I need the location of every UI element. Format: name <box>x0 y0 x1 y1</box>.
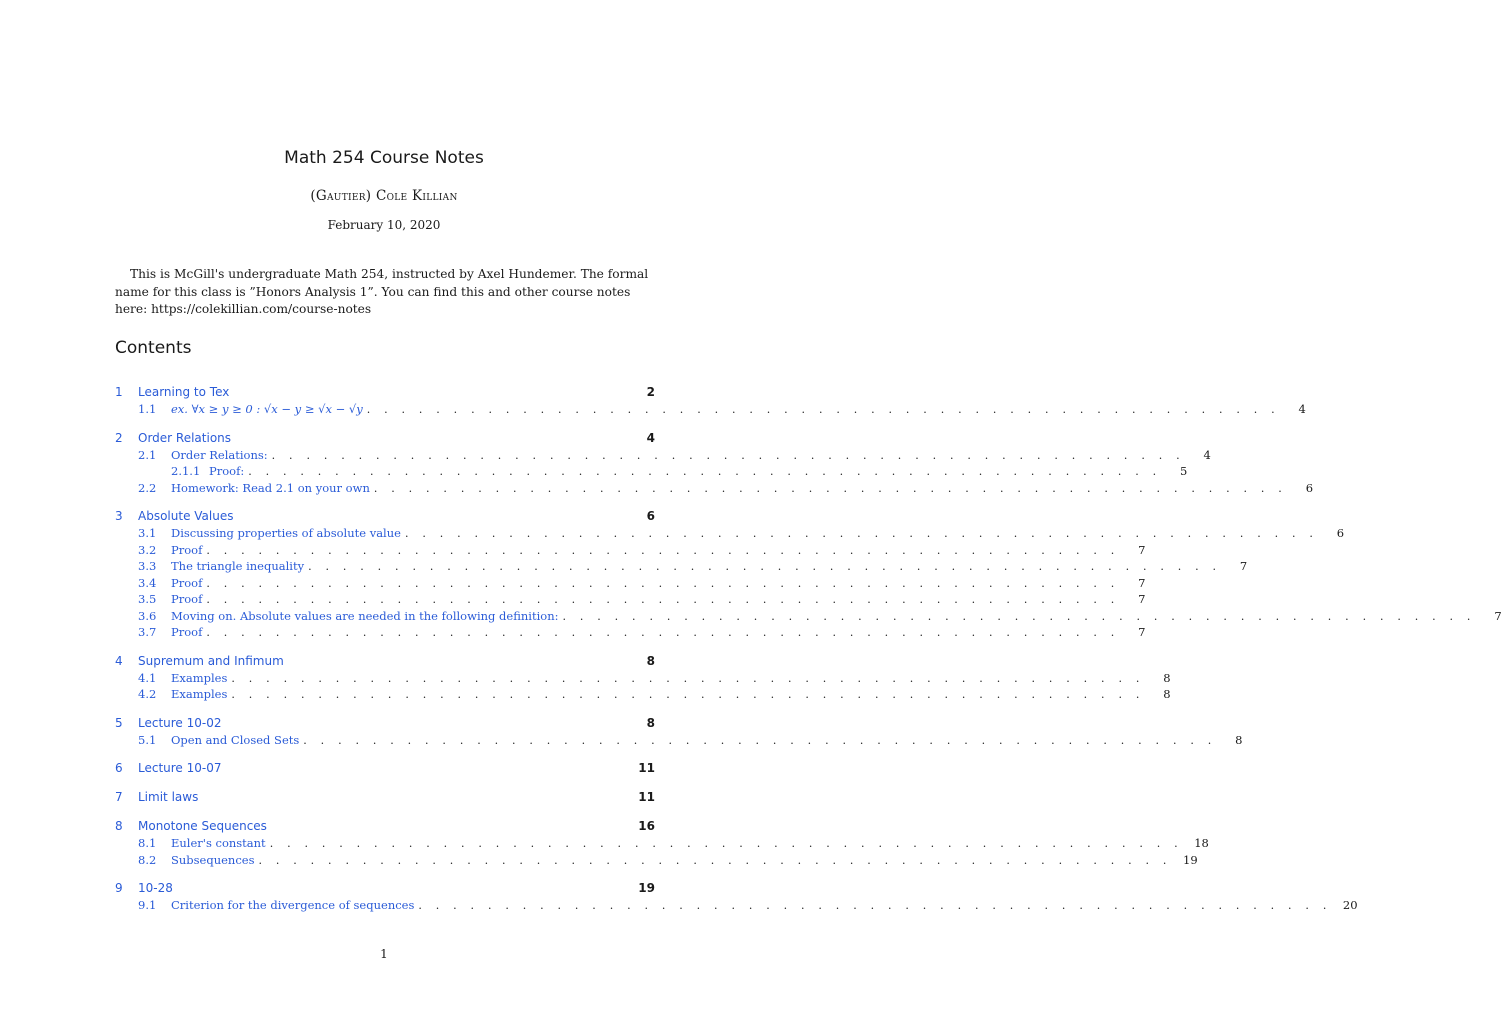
toc-section-number: 7 <box>115 790 123 804</box>
toc-subsection-title: Proof <box>171 542 203 557</box>
dot-leader: . . . . . . . . . . . . . . . . . . . . . . . . . . . . . . . . . . . . . . . . . . . . . . . . . . . . . <box>404 527 1319 540</box>
toc-page-number: 7 <box>1138 592 1146 606</box>
toc-page-number: 19 <box>638 881 655 895</box>
toc-section-8[interactable] <box>115 818 655 835</box>
toc-section-4[interactable] <box>115 653 655 670</box>
dot-leader: . . . . . . . . . . . . . . . . . . . . . . . . . . . . . . . . . . . . . . . . . . . . . . . . . . . . . <box>269 837 1183 850</box>
toc-section-number: 9 <box>115 881 123 895</box>
toc-subsection-number: 3.2 <box>138 542 157 557</box>
toc-section-title: Absolute Values <box>138 509 234 523</box>
toc-subsection-title: Proof <box>171 592 203 606</box>
toc-section-title: Order Relations <box>138 430 232 445</box>
toc-subsection-4-2[interactable] <box>115 686 1171 703</box>
toc-subsection-number: 9.1 <box>138 898 157 912</box>
dot-leader: . . . . . . . . . . . . . . . . . . . . . . . . . . . . . . . . . . . . . . . . . . . . . . . . . . . . . <box>206 593 1120 606</box>
toc-page-number: 11 <box>638 790 655 804</box>
toc-subsection-title: Order Relations: <box>171 447 268 462</box>
toc-page-number: 6 <box>1336 526 1345 540</box>
toc-page-number: 6 <box>1305 480 1314 495</box>
toc-page-number: 6 <box>646 509 655 523</box>
toc-page-number: 8 <box>646 715 655 730</box>
toc-page-number: 7 <box>1494 608 1502 623</box>
toc-subsection-number: 4.2 <box>138 687 157 701</box>
toc-subsection-number: 5.1 <box>138 732 157 747</box>
dot-leader: . . . . . . . . . . . . . . . . . . . . . . . . . . . . . . . . . . . . . . . . . . . . . . . . . . . . . <box>271 448 1185 462</box>
toc-subsection-5-1[interactable] <box>115 732 1243 749</box>
toc-subsection-3-3[interactable] <box>115 558 1248 575</box>
toc-subsection-3-7[interactable] <box>115 624 1146 641</box>
toc-subsection-title: The triangle inequality <box>171 559 305 573</box>
dot-leader: . . . . . . . . . . . . . . . . . . . . . . . . . . . . . . . . . . . . . . . . . . . . . . . . . . . . . <box>418 899 1332 912</box>
toc-page-number: 4 <box>646 430 655 445</box>
toc-subsection-title: ex. ∀x ≥ y ≥ 0 : √x − y ≥ √x − √y <box>171 402 363 416</box>
dot-leader: . . . . . . . . . . . . . . . . . . . . . . . . . . . . . . . . . . . . . . . . . . . . . . . . . . . . . <box>373 481 1288 495</box>
toc-subsubsection-2-1-1[interactable] <box>115 463 1188 480</box>
toc-subsection-title: Subsequences <box>171 852 255 867</box>
toc-subsection-title: Discussing properties of absolute value <box>171 526 401 540</box>
toc-subsection-title: Open and Closed Sets <box>171 732 300 747</box>
toc-subsection-title: Proof <box>171 625 203 639</box>
toc-subsection-2-1[interactable] <box>115 447 1211 464</box>
toc-page-number: 8 <box>1235 732 1243 747</box>
toc-section-title: Lecture 10-02 <box>138 715 222 730</box>
toc-subsection-number: 8.2 <box>138 852 157 867</box>
toc-subsection-number: 3.5 <box>138 592 157 606</box>
toc-section-1[interactable] <box>115 384 655 401</box>
dot-leader: . . . . . . . . . . . . . . . . . . . . . . . . . . . . . . . . . . . . . . . . . . . . . . . . . . . . . <box>258 853 1172 867</box>
toc-section-6[interactable] <box>115 760 655 777</box>
toc-page-number: 18 <box>1194 836 1209 850</box>
toc-section-title: Monotone Sequences <box>138 819 267 833</box>
toc-subsection-3-4[interactable] <box>115 575 1146 592</box>
toc-subsection-title: Moving on. Absolute values are needed in the following definition: <box>171 608 559 623</box>
toc-subsubsection-title: Proof: <box>209 464 245 478</box>
toc-subsection-3-2[interactable] <box>115 542 1146 559</box>
toc-subsection-2-2[interactable] <box>115 480 1314 497</box>
toc-page-number: 8 <box>646 653 655 668</box>
page-number: 1 <box>380 947 388 961</box>
document-date: February 10, 2020 <box>327 218 441 232</box>
toc-section-title: Learning to Tex <box>138 385 230 399</box>
toc-subsection-8-2[interactable] <box>115 852 1198 869</box>
dot-leader: . . . . . . . . . . . . . . . . . . . . . . . . . . . . . . . . . . . . . . . . . . . . . . . . . . . . . <box>248 465 1162 478</box>
toc-page-number: 4 <box>1298 402 1306 416</box>
toc-section-number: 5 <box>115 715 123 730</box>
table-of-contents <box>115 384 1502 914</box>
toc-page-number: 7 <box>1138 625 1146 639</box>
toc-section-7[interactable] <box>115 789 655 806</box>
toc-section-number: 2 <box>115 430 123 445</box>
dot-leader: . . . . . . . . . . . . . . . . . . . . . . . . . . . . . . . . . . . . . . . . . . . . . . . . . . . . . <box>366 403 1280 416</box>
toc-subsubsection-number: 2.1.1 <box>171 464 201 478</box>
toc-page-number: 20 <box>1342 898 1358 912</box>
toc-subsection-number: 3.1 <box>138 526 157 540</box>
toc-section-title: Supremum and Infimum <box>138 653 284 668</box>
toc-subsection-number: 3.7 <box>138 625 157 639</box>
toc-section-5[interactable] <box>115 715 655 732</box>
toc-section-number: 1 <box>115 385 123 399</box>
dot-leader: . . . . . . . . . . . . . . . . . . . . . . . . . . . . . . . . . . . . . . . . . . . . . . . . . . . . . <box>206 626 1120 639</box>
toc-subsection-3-6[interactable] <box>115 608 1502 625</box>
toc-subsection-number: 8.1 <box>138 836 157 850</box>
toc-subsection-4-1[interactable] <box>115 670 1171 687</box>
toc-section-title: Limit laws <box>138 790 199 804</box>
abstract-text: This is McGill's undergraduate Math 254, instructed by Axel Hundemer. The formal name for this class is ”Honors Analysis 1”. You can find this and other course notes here: https://colekillian.com/course-notes <box>115 267 649 316</box>
toc-subsection-title: Examples <box>171 670 228 685</box>
toc-page-number: 11 <box>638 761 655 775</box>
toc-subsection-8-1[interactable] <box>115 835 1209 852</box>
toc-page-number: 8 <box>1163 687 1171 701</box>
toc-subsection-title: Proof <box>171 575 203 590</box>
dot-leader: . . . . . . . . . . . . . . . . . . . . . . . . . . . . . . . . . . . . . . . . . . . . . . . . . . . . . <box>231 688 1145 701</box>
toc-section-number: 3 <box>115 509 123 523</box>
toc-subsection-number: 2.2 <box>138 480 157 495</box>
contents-heading: Contents <box>115 338 192 358</box>
toc-subsection-title: Homework: Read 2.1 on your own <box>171 480 370 495</box>
toc-subsection-title: Euler's constant <box>171 836 266 850</box>
dot-leader: . . . . . . . . . . . . . . . . . . . . . . . . . . . . . . . . . . . . . . . . . . . . . . . . . . . . . <box>206 576 1120 590</box>
toc-subsection-title: Criterion for the divergence of sequences <box>171 898 415 912</box>
toc-subsection-3-5[interactable] <box>115 591 1146 608</box>
toc-page-number: 5 <box>1180 464 1188 478</box>
toc-subsection-3-1[interactable] <box>115 525 1345 542</box>
toc-page-number: 7 <box>1138 542 1146 557</box>
toc-subsection-number: 3.6 <box>138 608 157 623</box>
document-title: Math 254 Course Notes <box>284 148 484 168</box>
dot-leader: . . . . . . . . . . . . . . . . . . . . . . . . . . . . . . . . . . . . . . . . . . . . . . . . . . . . . <box>303 733 1217 747</box>
dot-leader: . . . . . . . . . . . . . . . . . . . . . . . . . . . . . . . . . . . . . . . . . . . . . . . . . . . . . <box>562 609 1476 623</box>
toc-subsection-number: 3.4 <box>138 575 157 590</box>
toc-section-9[interactable] <box>115 880 655 897</box>
toc-section-2[interactable] <box>115 430 655 447</box>
dot-leader: . . . . . . . . . . . . . . . . . . . . . . . . . . . . . . . . . . . . . . . . . . . . . . . . . . . . . <box>231 671 1145 685</box>
document-author: (Gautier) Cole Killian <box>310 188 458 204</box>
toc-section-number: 6 <box>115 761 123 775</box>
toc-subsection-9-1[interactable] <box>115 897 1358 914</box>
toc-section-number: 4 <box>115 653 123 668</box>
toc-page-number: 4 <box>1203 447 1211 462</box>
toc-page-number: 7 <box>1239 559 1248 573</box>
toc-subsection-title: Examples <box>171 687 228 701</box>
toc-subsection-number: 3.3 <box>138 559 157 573</box>
dot-leader: . . . . . . . . . . . . . . . . . . . . . . . . . . . . . . . . . . . . . . . . . . . . . . . . . . . . . <box>308 560 1222 573</box>
toc-section-number: 8 <box>115 819 123 833</box>
dot-leader: . . . . . . . . . . . . . . . . . . . . . . . . . . . . . . . . . . . . . . . . . . . . . . . . . . . . . <box>206 543 1120 557</box>
document-abstract <box>115 266 655 319</box>
toc-section-3[interactable] <box>115 508 655 525</box>
toc-subsection-number: 4.1 <box>138 670 157 685</box>
toc-subsection-number: 1.1 <box>138 402 157 416</box>
toc-section-title: 10-28 <box>138 881 173 895</box>
toc-page-number: 7 <box>1138 575 1146 590</box>
toc-page-number: 8 <box>1163 670 1171 685</box>
toc-page-number: 19 <box>1183 852 1198 867</box>
toc-page-number: 16 <box>638 819 655 833</box>
toc-page-number: 2 <box>646 385 655 399</box>
toc-subsection-number: 2.1 <box>138 447 157 462</box>
toc-section-title: Lecture 10-07 <box>138 761 222 775</box>
toc-subsection-1-1[interactable] <box>115 401 1306 418</box>
